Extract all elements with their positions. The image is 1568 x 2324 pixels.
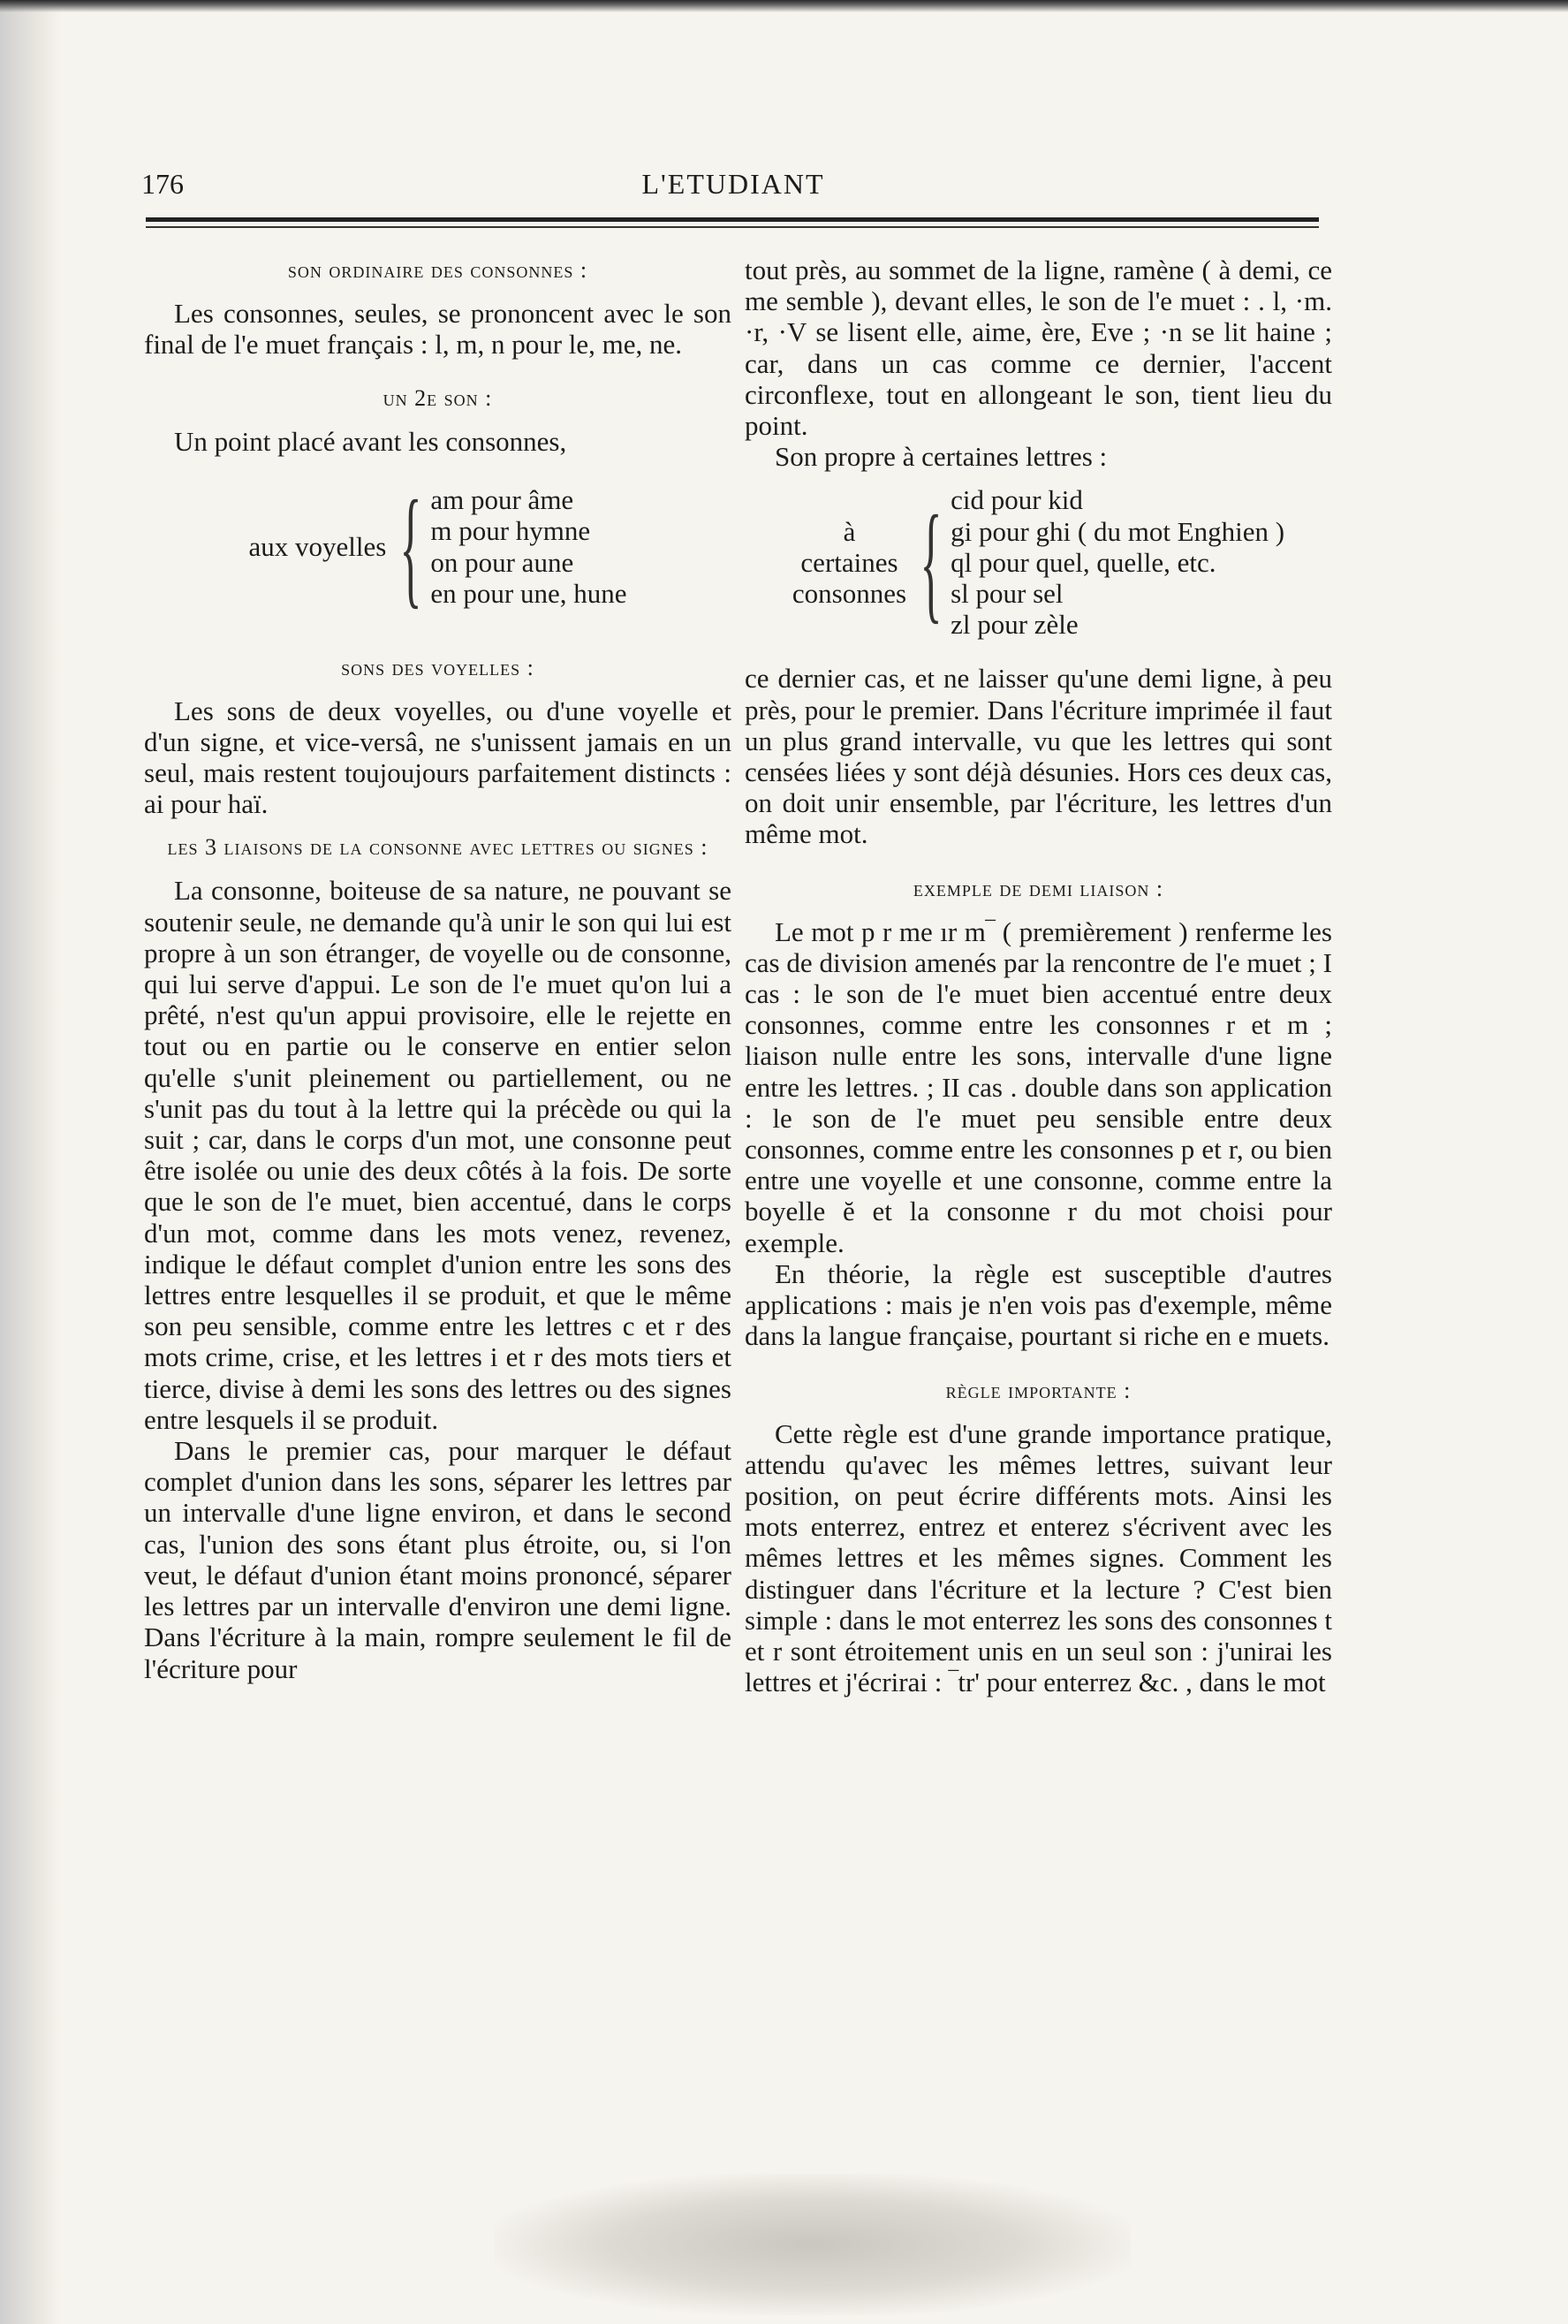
- brace-label-line: certaines: [800, 546, 898, 578]
- brace-label-line: consonnes: [792, 578, 907, 610]
- brace-list: [951, 484, 1284, 640]
- paragraph-demi-liaison: Le mot p r me ır m‾ ( premièrement ) renferme les cas de division amenés par la rencontre de l'e muet ; I cas : le son de l'e muet bien accentué entre deux consonnes, comme entre les consonnes r et m ; liaison nulle entre les sons, intervalle d'une ligne entre les lettres. ; II cas . double dans son application : le son de l'e muet peu sensible entre deux consonnes, comme entre les consonnes p et r, ou bien entre une voyelle et une consonne, comme entre la boyelle ĕ et la consonne r du mot choisi pour exemple.: [745, 915, 1332, 1258]
- paragraph-consonnes: Les consonnes, seules, se prononcent avec le son final de l'e muet français : l, m, n pour le, me, ne.: [144, 298, 731, 361]
- brace-label: [792, 516, 912, 610]
- paragraph-dernier-cas: ce dernier cas, et ne laisser qu'une demi ligne, à peu près, pour le premier. Dans l'écriture imprimée il faut un plus grand intervalle, vu que les lettres qui sont censées liées y sont déjà désunies. Hors ces deux cas, on doit unir ensemble, par l'écriture, les lettres d'un même mot.: [745, 663, 1332, 850]
- page-header: [141, 168, 1325, 212]
- brace-item: m pour hymne: [430, 515, 591, 547]
- brace-item: gi pour ghi ( du mot Enghien ): [951, 515, 1285, 547]
- right-column: [745, 254, 1332, 1697]
- heading-sons-voyelles: sons des voyelles :: [341, 654, 534, 680]
- brace-voyelles: [144, 473, 731, 620]
- paragraph-liaisons: La consonne, boiteuse de sa nature, ne pouvant se soutenir seule, ne demande qu'à unir le son qui lui est propre à un son étranger, de voyelle ou de consonne, qui lui serve d'appui. Le son de l'e muet qu'on lui a prêté, n'est qu'un appui provisoire, elle le rejette en tout ou en partie ou le conserve en entier selon qu'elle s'unit pleinement ou partiellement, ou ne s'unit pas du tout à la lettre qui la précède ou qui la suit ; car, dans le corps d'un mot, une consonne peut être isolée ou unie des deux côtés à la fois. De sorte que le son de l'e muet, bien accentué, dans le corps d'un mot, comme dans les mots venez, revenez, indique le défaut complet d'union entre les sons des lettres entre lesquelles il se produit, et que le même son peu sensible, comme entre les lettres c et r des mots crime, crise, et les lettres i et r des mots tiers et tierce, divise à demi les sons des lettres ou des signes entre lesquels il se produit.: [144, 875, 731, 1435]
- brace-label: aux voyelles: [248, 531, 387, 562]
- paragraph-son-propre: Son propre à certaines lettres :: [775, 441, 1108, 473]
- brace-consonnes: [745, 484, 1332, 640]
- paragraph-second-son: Un point placé avant les consonnes,: [174, 426, 567, 458]
- heading-demi-liaison: exemple de demi liaison :: [913, 875, 1164, 901]
- left-column: [144, 254, 731, 1684]
- brace-icon: {: [399, 473, 422, 620]
- brace-item: zl pour zèle: [951, 609, 1079, 641]
- brace-item: ql pour quel, quelle, etc.: [951, 546, 1216, 578]
- heading-second-son: un 2e son :: [383, 385, 493, 412]
- paragraph-theorie: En théorie, la règle est susceptible d'autres applications : mais je n'en vois pas d'exemple, même dans la langue française, pourtant si riche en e muets.: [745, 1257, 1332, 1352]
- header-rule-thin: [146, 226, 1319, 228]
- paper-stain: [495, 2174, 1131, 2315]
- heading-regle-importante: règle importante :: [945, 1377, 1132, 1403]
- page-number: 176: [141, 168, 184, 200]
- heading-liaisons: les 3 liaisons de la consonne avec lettres ou signes :: [167, 834, 708, 861]
- header-rule-thick: [146, 217, 1319, 222]
- brace-list: [430, 484, 626, 609]
- page-shadow-left: [0, 0, 62, 2324]
- brace-item: en pour une, hune: [430, 577, 627, 609]
- paragraph-continuation: tout près, au sommet de la ligne, ramène ( à demi, ce me semble ), devant elles, le son de l'e muet : . l, ·m. ·r, ·V se lisent elle, aime, ère, Eve ; ·n se lit haine ; car, dans un cas comme ce dernier, l'accent circonflexe, tout en allongeant le son, tient lieu du point.: [745, 254, 1332, 442]
- brace-item: on pour aune: [430, 546, 574, 578]
- paragraph-voyelles: Les sons de deux voyelles, ou d'une voyelle et d'un signe, et vice-versâ, ne s'unissent jamais en un seul, mais restent toujoujours parfaitement distincts : ai pour haï.: [144, 695, 731, 820]
- paragraph-regle: Cette règle est d'une grande importance pratique, attendu qu'avec les mêmes lettres, suivant leur position, on peut écrire différents mots. Ainsi les mots enterrez, entrez et enterez s'écrivent avec les mêmes lettres et les mêmes signes. Comment les distinguer dans l'écriture et la lecture ? C'est bien simple : dans le mot enterrez les sons des consonnes t et r sont étroitement unis en un seul son : j'unirai les lettres et j'écrirai : ‾tr' pour enterrez &c. , dans le mot: [745, 1417, 1332, 1698]
- brace-label-line: à: [843, 515, 856, 547]
- brace-item: am pour âme: [430, 484, 574, 516]
- brace-item: cid pour kid: [951, 484, 1083, 516]
- brace-item: sl pour sel: [951, 578, 1064, 610]
- page-shadow-top: [0, 0, 1568, 12]
- running-title: L'ETUDIANT: [641, 168, 825, 200]
- heading-son-ordinaire: son ordinaire des consonnes :: [287, 257, 588, 283]
- paragraph-premier-cas: Dans le premier cas, pour marquer le défaut complet d'union dans les sons, séparer les lettres par un intervalle d'une ligne environ, et dans le second cas, l'union des sons étant plus étroite, ou, si l'on veut, le défaut d'union étant moins prononcé, séparer les lettres par un intervalle d'environ une demi ligne. Dans l'écriture à la main, rompre seulement le fil de l'écriture pour: [144, 1435, 731, 1684]
- brace-icon: {: [920, 489, 943, 636]
